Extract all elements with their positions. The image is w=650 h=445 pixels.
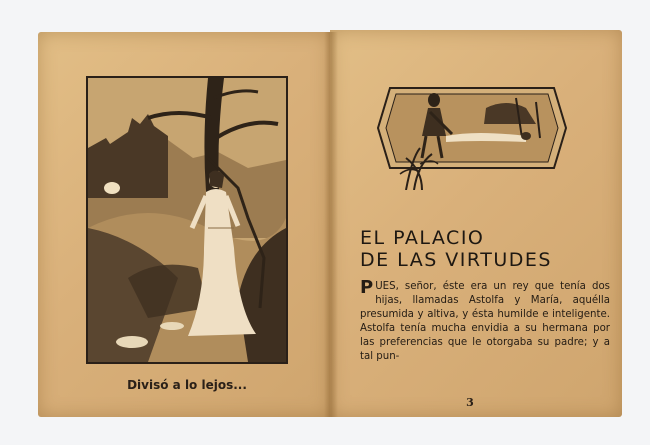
illustration-caption: Divisó a lo lejos... (127, 378, 247, 392)
drop-cap: P (360, 280, 374, 298)
book-spine (324, 32, 338, 417)
story-title-line-1: EL PALACIO (360, 227, 485, 249)
story-title-line-2: DE LAS VIRTUDES (360, 249, 552, 271)
page-number: 3 (466, 396, 474, 409)
chapter-vignette (376, 78, 568, 190)
girl-under-tree-illustration (86, 76, 288, 364)
story-body-text (360, 280, 610, 390)
story-paragraph: UES, señor, éste era un rey que tenía dos hijas, llamadas Astolfa y María, aquélla presumida y altiva, y ésta humilde e inteligente. Astolfa tenía mucha envidia a su hermana por las preferencias que le otorgaba su padre; y a tal pun- (360, 281, 610, 363)
